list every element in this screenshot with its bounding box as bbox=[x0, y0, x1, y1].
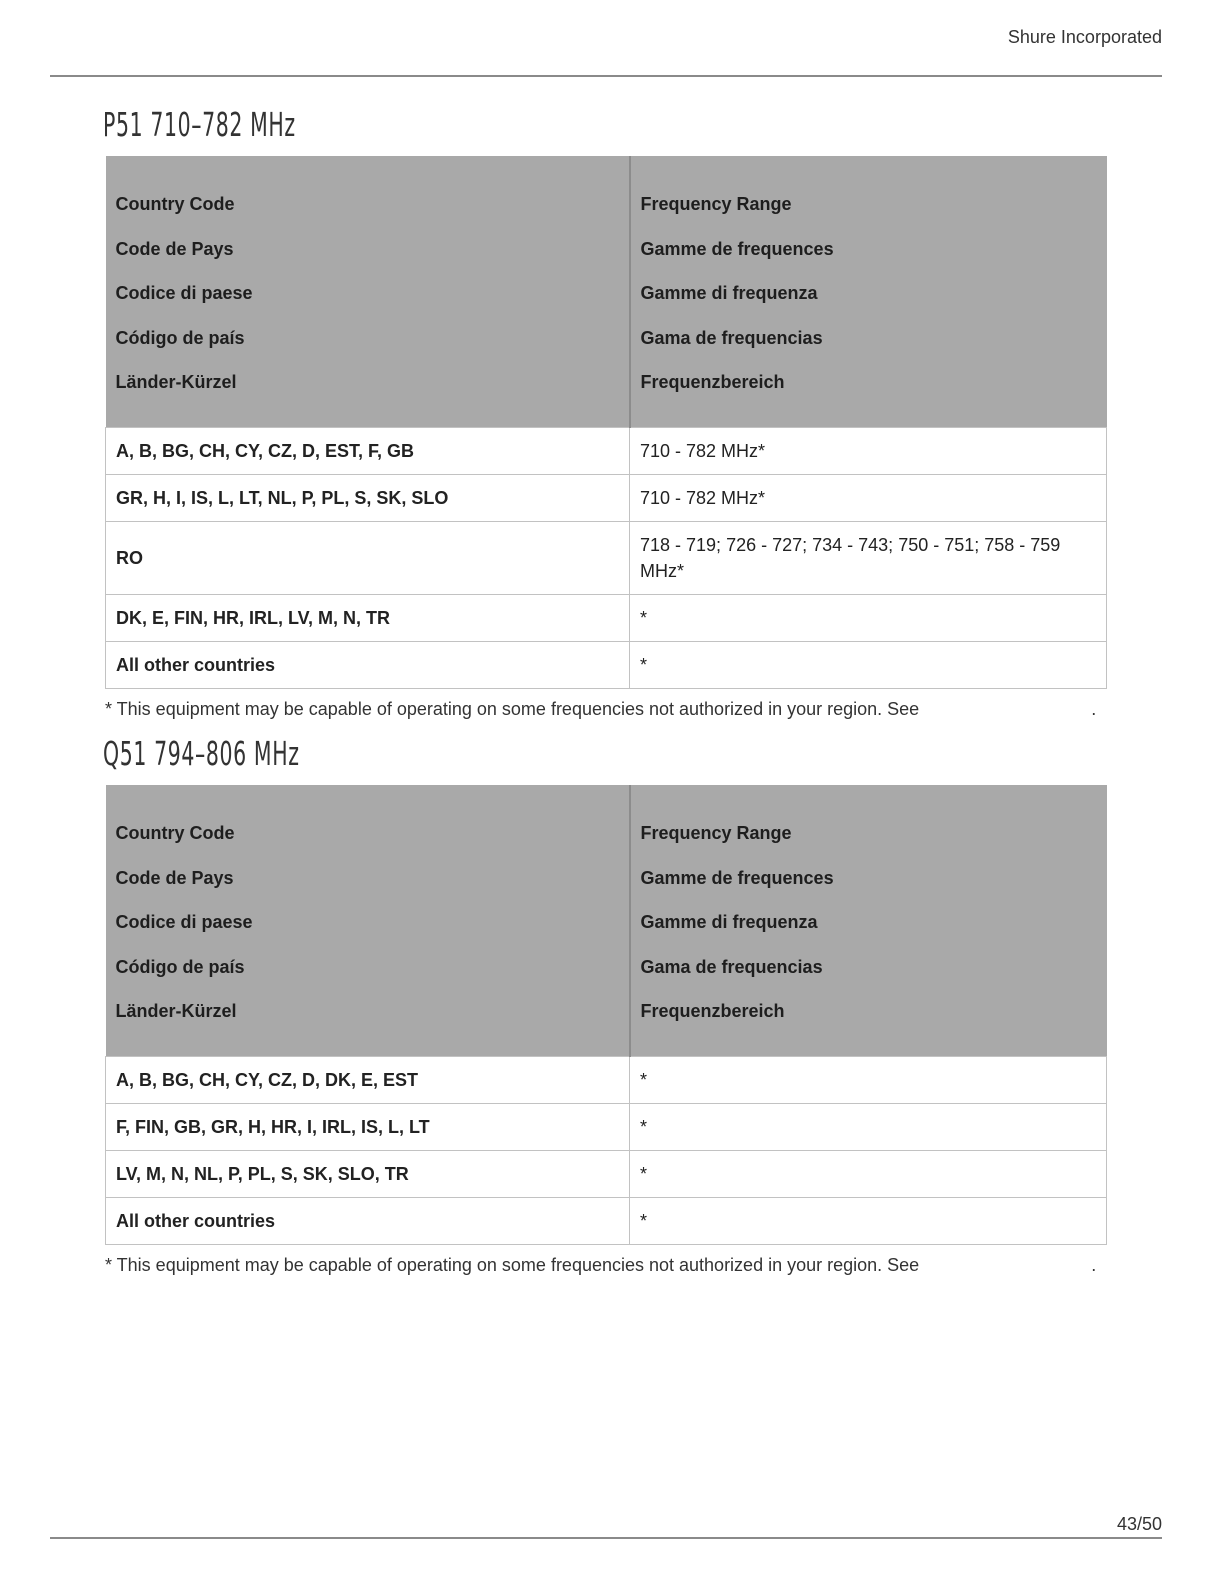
range-cell: * bbox=[630, 1197, 1107, 1244]
header-label: Länder-Kürzel bbox=[115, 1001, 237, 1021]
range-cell: * bbox=[630, 1103, 1107, 1150]
table-row bbox=[106, 474, 1107, 521]
frequency-range-header bbox=[630, 156, 1107, 427]
country-code-header bbox=[106, 785, 630, 1056]
section-q51 bbox=[105, 733, 1107, 1276]
frequency-table bbox=[105, 785, 1107, 1245]
range-cell: * bbox=[630, 594, 1107, 641]
footnote-end: . bbox=[1091, 1254, 1097, 1275]
country-cell: A, B, BG, CH, CY, CZ, D, EST, F, GB bbox=[106, 427, 630, 474]
header-label: Código de país bbox=[115, 956, 245, 977]
range-cell: 710 - 782 MHz* bbox=[630, 474, 1107, 521]
footnote bbox=[105, 1255, 1107, 1276]
page-number: 43/50 bbox=[1116, 1514, 1162, 1534]
table-row bbox=[106, 1150, 1107, 1197]
header-label: Code de Pays bbox=[115, 867, 234, 888]
table-header-row bbox=[106, 156, 1107, 427]
range-cell: 718 - 719; 726 - 727; 734 - 743; 750 - 751; 758 - 759 MHz* bbox=[630, 521, 1107, 594]
range-cell: * bbox=[630, 641, 1107, 688]
header-label: Code de Pays bbox=[115, 238, 234, 259]
frequency-range-header bbox=[630, 785, 1107, 1056]
header-divider bbox=[50, 75, 1162, 77]
header-label: Gama de frequencias bbox=[640, 956, 823, 977]
table-row bbox=[106, 427, 1107, 474]
country-cell: DK, E, FIN, HR, IRL, LV, M, N, TR bbox=[106, 594, 630, 641]
range-cell: * bbox=[630, 1056, 1107, 1103]
header-label: Country Code bbox=[115, 823, 235, 843]
country-cell: LV, M, N, NL, P, PL, S, SK, SLO, TR bbox=[106, 1150, 630, 1197]
header-company-name: Shure Incorporated bbox=[1007, 27, 1162, 47]
header-label: Codice di paese bbox=[115, 283, 253, 303]
header-label: Codice di paese bbox=[115, 912, 253, 932]
footer-divider bbox=[50, 1537, 1162, 1539]
section-p51 bbox=[105, 104, 1107, 720]
header-label: Frequency Range bbox=[640, 823, 792, 843]
table-row bbox=[106, 1103, 1107, 1150]
header-label: Gamme de frequences bbox=[640, 238, 834, 259]
table-row bbox=[106, 594, 1107, 641]
footnote-text: * This equipment may be capable of operating on some frequencies not authorized in your region. See bbox=[105, 698, 920, 719]
table-header-row bbox=[106, 785, 1107, 1056]
header-label: Frequenzbereich bbox=[640, 1001, 785, 1021]
header-label: Gama de frequencias bbox=[640, 327, 823, 348]
footnote-text: * This equipment may be capable of operating on some frequencies not authorized in your region. See bbox=[105, 1254, 920, 1275]
country-cell: RO bbox=[106, 521, 630, 594]
country-cell: All other countries bbox=[106, 641, 630, 688]
header-label: Gamme di frequenza bbox=[640, 912, 818, 932]
country-cell: A, B, BG, CH, CY, CZ, D, DK, E, EST bbox=[106, 1056, 630, 1103]
header-label: Gamme de frequences bbox=[640, 867, 834, 888]
header-label: Country Code bbox=[115, 194, 235, 214]
header-label: Länder-Kürzel bbox=[115, 372, 237, 392]
header-label: Frequenzbereich bbox=[640, 372, 785, 392]
table-row bbox=[106, 521, 1107, 594]
footnote bbox=[105, 699, 1107, 720]
country-cell: F, FIN, GB, GR, H, HR, I, IRL, IS, L, LT bbox=[106, 1103, 630, 1150]
section-title: Q51 794–806 MHz bbox=[103, 734, 300, 773]
header-label: Gamme di frequenza bbox=[640, 283, 818, 303]
range-cell: * bbox=[630, 1150, 1107, 1197]
frequency-table bbox=[105, 156, 1107, 689]
table-row bbox=[106, 1197, 1107, 1244]
country-cell: GR, H, I, IS, L, LT, NL, P, PL, S, SK, SLO bbox=[106, 474, 630, 521]
range-cell: 710 - 782 MHz* bbox=[630, 427, 1107, 474]
country-cell: All other countries bbox=[106, 1197, 630, 1244]
table-row bbox=[106, 1056, 1107, 1103]
country-code-header bbox=[106, 156, 630, 427]
section-title: P51 710–782 MHz bbox=[103, 105, 296, 144]
header-label: Código de país bbox=[115, 327, 245, 348]
table-row bbox=[106, 641, 1107, 688]
footnote-end: . bbox=[1091, 698, 1097, 719]
header-label: Frequency Range bbox=[640, 194, 792, 214]
